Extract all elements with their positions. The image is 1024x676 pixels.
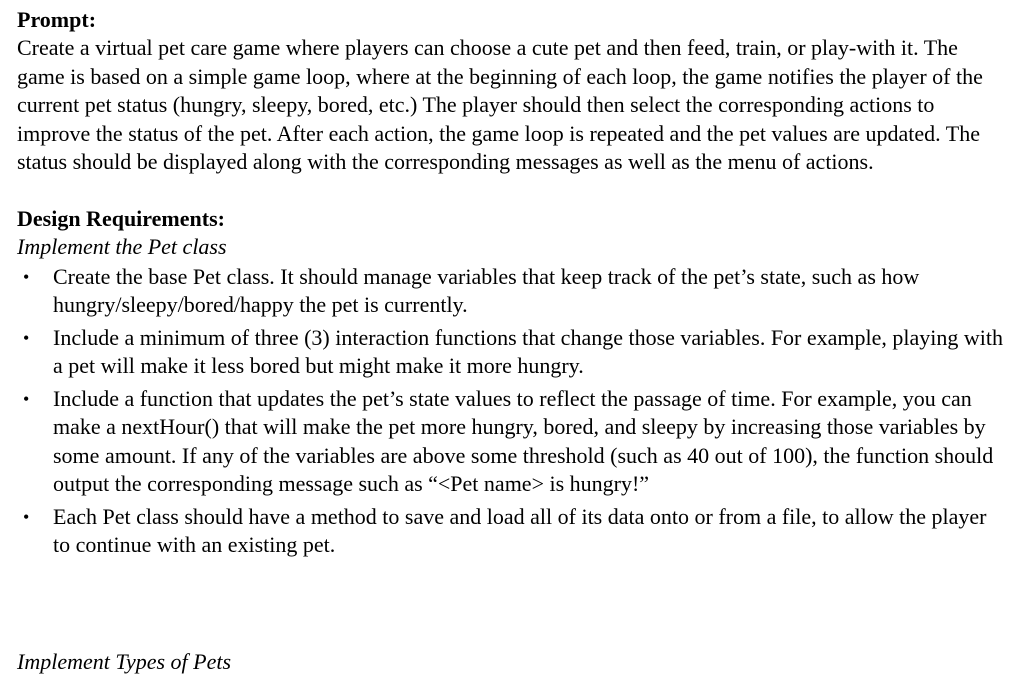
bullet-icon: • [23,327,30,348]
list-item-text: Create the base Pet class. It should manage variables that keep track of the pet’s state, such as how hungry/sleepy/bored/happy the pet is currently. [53,263,920,317]
prompt-heading: Prompt: [17,7,97,32]
requirements-list [17,263,1007,560]
document-body [17,6,1007,564]
list-item [17,263,1007,320]
bullet-icon: • [23,506,30,527]
pet-types-subheading: Implement Types of Pets [17,649,232,674]
list-item [17,385,1007,499]
list-item-text: Include a minimum of three (3) interaction functions that change those variables. For example, playing with a pet will make it less bored but might make it more hungry. [53,324,1003,378]
list-item-text: Each Pet class should have a method to save and load all of its data onto or from a file, to allow the player to continue with an existing pet. [53,503,987,557]
design-requirements-heading: Design Requirements: [17,205,225,231]
pet-class-subheading: Implement the Pet class [17,233,227,259]
list-item [17,324,1007,381]
bullet-icon: • [23,266,30,287]
prompt-paragraph: Create a virtual pet care game where players can choose a cute pet and then feed, train, or play-with it. The game is based on a simple game loop, where at the beginning of each loop, the game notifies the player of the current pet status (hungry, sleepy, bored, etc.) The player should then select the corresponding actions to improve the status of the pet. After each action, the game loop is repeated and the pet values are updated. The status should be displayed along with the corresponding messages as well as the menu of actions. [17,35,983,174]
section-gap [17,177,1007,205]
bullet-icon: • [23,388,30,409]
list-item [17,503,1007,560]
list-item-text: Include a function that updates the pet’s state values to reflect the passage of time. For example, you can make a nextHour() that will make the pet more hungry, bored, and sleepy by increasing those variables by some amount. If any of the variables are above some threshold (such as 40 out of 100), the function should output the corresponding message such as “<Pet name> is hungry!” [53,385,994,496]
